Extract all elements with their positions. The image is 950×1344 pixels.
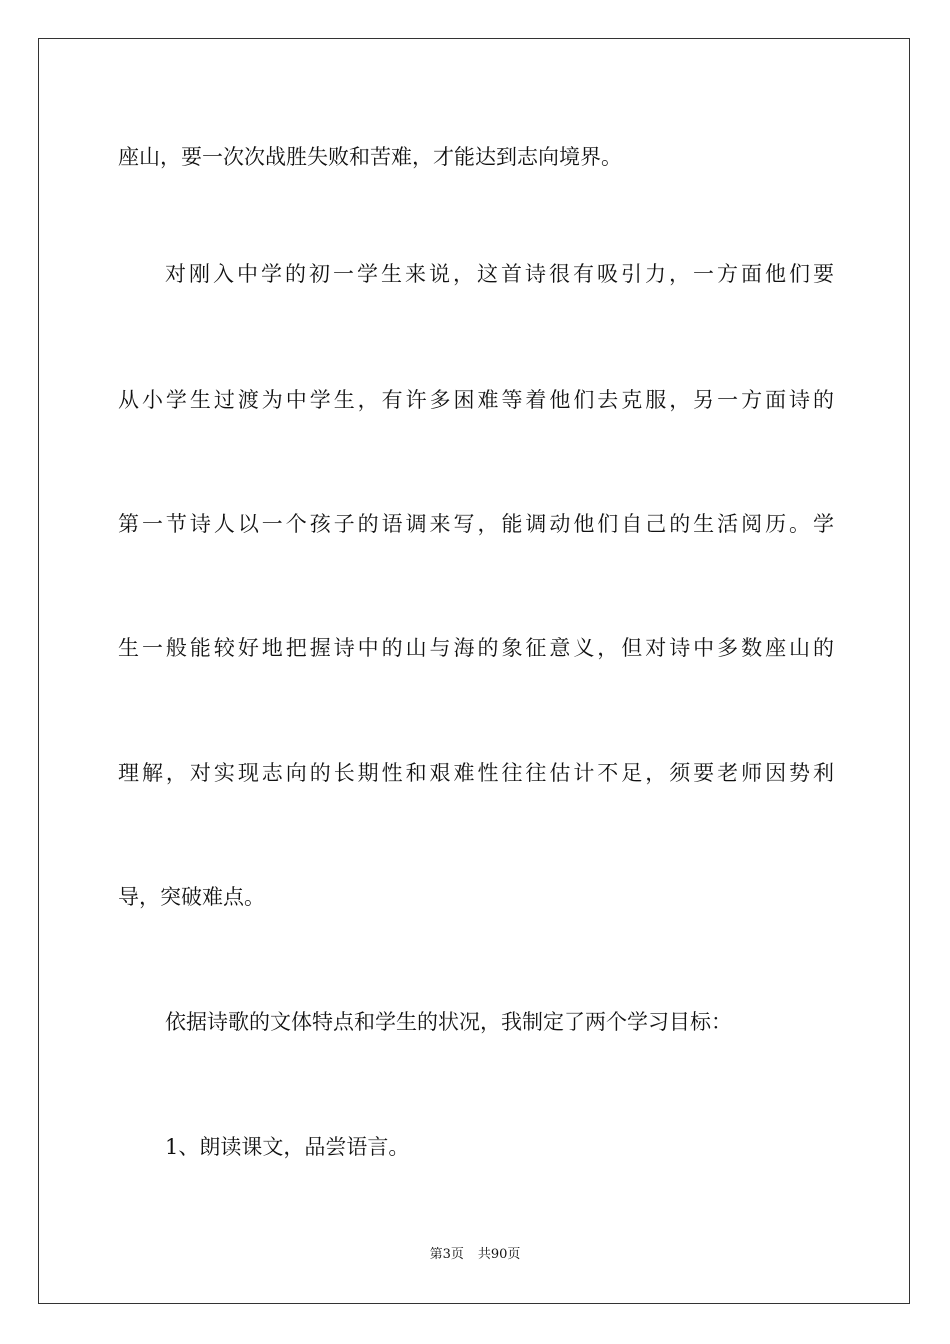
page-total: 共90页 bbox=[477, 1247, 521, 1262]
page-footer bbox=[0, 1247, 950, 1263]
paragraph-line: 生一般能较好地把握诗中的山与海的象征意义，但对诗中多数座山的 bbox=[118, 636, 834, 660]
page-number: 第3页 bbox=[429, 1247, 464, 1262]
paragraph-line: 座山，要一次次战胜失败和苦难，才能达到志向境界。 bbox=[118, 145, 622, 169]
list-item: 1、朗读课文，品尝语言。 bbox=[165, 1135, 410, 1159]
paragraph-line: 导，突破难点。 bbox=[118, 885, 265, 909]
paragraph-line: 对刚入中学的初一学生来说，这首诗很有吸引力，一方面他们要 bbox=[165, 262, 834, 286]
page-border bbox=[38, 38, 910, 1304]
paragraph-line: 依据诗歌的文体特点和学生的状况，我制定了两个学习目标： bbox=[165, 1010, 732, 1034]
paragraph-line: 从小学生过渡为中学生，有许多困难等着他们去克服，另一方面诗的 bbox=[118, 388, 834, 412]
paragraph-line: 理解，对实现志向的长期性和艰难性往往估计不足，须要老师因势利 bbox=[118, 761, 834, 785]
paragraph-line: 第一节诗人以一个孩子的语调来写，能调动他们自己的生活阅历。学 bbox=[118, 512, 834, 536]
